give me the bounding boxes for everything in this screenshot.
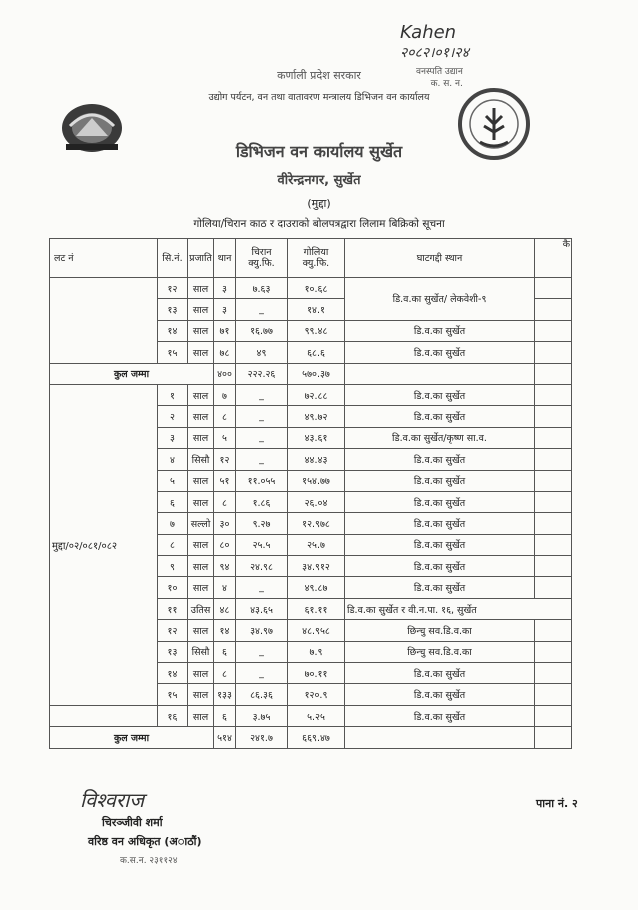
cell-remarks (535, 427, 572, 448)
cell-depot: डि.व.का सुर्खेत (345, 534, 535, 555)
cell-pieces: ३ (214, 299, 236, 320)
cell-species: साल (188, 556, 214, 577)
page-number: पाना नं. २ (536, 797, 578, 810)
col-header-remarks: कै (535, 239, 572, 278)
cell-sawn: २४.९८ (236, 556, 288, 577)
cell-remarks (535, 513, 572, 534)
cell-pieces: १३३ (214, 684, 236, 705)
cell-remarks (535, 727, 572, 748)
handwritten-initials: Kahen (400, 22, 457, 43)
header-line-4: वीरेन्द्रनगर, सुर्खेत (277, 173, 361, 188)
cell-species: सिसौ (188, 641, 214, 662)
cell-species: साल (188, 491, 214, 512)
cell-pieces: ९४ (214, 556, 236, 577)
cell-round: १२०.९ (288, 684, 345, 705)
cell-remarks (535, 705, 572, 726)
cell-sn: ३ (158, 427, 188, 448)
cell-sn: ४ (158, 449, 188, 470)
cell-species: साल (188, 577, 214, 598)
header-line-3: डिभिजन वन कार्यालय सुर्खेत (235, 142, 403, 161)
cell-remarks (535, 641, 572, 662)
cell-sn: १३ (158, 641, 188, 662)
cell-pieces: ६ (214, 705, 236, 726)
cell-depot: डि.व.का सुर्खेत (345, 384, 535, 405)
total-round: ६६९.४७ (288, 727, 345, 748)
cell-depot: डि.व.का सुर्खेत (345, 470, 535, 491)
cell-round: ५.२५ (288, 705, 345, 726)
cell-sn: १५ (158, 684, 188, 705)
stamp-line-1: वनस्पति उद्यान (416, 67, 463, 77)
cell-sawn: _ (236, 384, 288, 405)
cell-remarks (535, 384, 572, 405)
cell-depot: डि.व.का सुर्खेत (345, 320, 535, 341)
cell-remarks (535, 556, 572, 577)
table-row (50, 705, 572, 726)
cell-species: साल (188, 684, 214, 705)
cell-round: ४३.६१ (288, 427, 345, 448)
cell-pieces: ५१ (214, 470, 236, 491)
cell-remarks (535, 534, 572, 555)
cell-depot: डि.व.का सुर्खेत (345, 684, 535, 705)
cell-remarks (535, 342, 572, 363)
cell-sawn: ९.२७ (236, 513, 288, 534)
cell-round: ७०.११ (288, 663, 345, 684)
cell-round: ४९.८७ (288, 577, 345, 598)
signature-block (74, 786, 294, 881)
handwritten-date-note (400, 22, 469, 62)
col-header-depot: घाटगद्दी स्थान (345, 239, 535, 278)
cell-round: ४४.४३ (288, 449, 345, 470)
cell-round: २६.०४ (288, 491, 345, 512)
cell-round: १४.१ (288, 299, 345, 320)
signer-title: वरिष्ठ वन अधिकृत (अाठौं) (88, 835, 202, 848)
cell-species: साल (188, 534, 214, 555)
total-pieces: ४०० (214, 363, 236, 384)
handwritten-date: २०८२।०१।२४ (400, 45, 469, 61)
cell-remarks (535, 299, 572, 320)
cell-depot: छिन्चु सव.डि.व.का (345, 641, 535, 662)
cell-round: ९९.४८ (288, 320, 345, 341)
cell-depot: डि.व.का सुर्खेत/कृष्ण सा.व. (345, 427, 535, 448)
cell-sawn: ११.०५५ (236, 470, 288, 491)
cell-sawn: ७.६३ (236, 278, 288, 299)
cell-pieces: ८० (214, 534, 236, 555)
lot-cell (50, 705, 158, 726)
cell-sawn: _ (236, 641, 288, 662)
lot-table (49, 238, 572, 749)
cell-sawn: _ (236, 449, 288, 470)
cell-sawn: ४३.६५ (236, 598, 288, 619)
cell-sawn: ८६.३६ (236, 684, 288, 705)
cell-remarks (535, 491, 572, 512)
table-header-row (50, 239, 572, 278)
cell-species: साल (188, 342, 214, 363)
cell-sawn: _ (236, 663, 288, 684)
cell-sn: १० (158, 577, 188, 598)
cell-round: १५४.७७ (288, 470, 345, 491)
cell-depot: डि.व.का सुर्खेत (345, 556, 535, 577)
cell-pieces: ८ (214, 406, 236, 427)
cell-remarks (535, 449, 572, 470)
table-row (50, 278, 572, 299)
cell-depot: डि.व.का सुर्खेत (345, 705, 535, 726)
cell-remarks (535, 663, 572, 684)
cell-round: ४८.९५८ (288, 620, 345, 641)
total-label: कुल जम्मा (50, 727, 214, 748)
cell-remarks (535, 278, 572, 299)
cell-depot: छिन्चु सव.डि.व.का (345, 620, 535, 641)
header-line-1: कर्णाली प्रदेश सरकार (277, 69, 361, 82)
table-row (50, 384, 572, 405)
cell-species: साल (188, 470, 214, 491)
cell-remarks (535, 320, 572, 341)
cell-round: ६८.६ (288, 342, 345, 363)
cell-remarks (535, 620, 572, 641)
col-header-round: गोलिया क्यु.फि. (288, 239, 345, 278)
total-pieces: ५१४ (214, 727, 236, 748)
cell-pieces: ८ (214, 663, 236, 684)
col-header-lot: लट नं (50, 239, 158, 278)
notice-title: गोलिया/चिरान काठ र दाउराको बोलपत्रद्वारा लिलाम बिक्रिको सूचना (193, 218, 445, 230)
cell-sawn: २५.५ (236, 534, 288, 555)
cell-sawn: ४९ (236, 342, 288, 363)
cell-sn: ८ (158, 534, 188, 555)
cell-round: ४९.७२ (288, 406, 345, 427)
cell-sn: ११ (158, 598, 188, 619)
header-line-2: उद्योग पर्यटन, वन तथा वातावरण मन्त्रालय डिभिजन वन कार्यालय (208, 92, 430, 103)
cell-round: ७.९ (288, 641, 345, 662)
cell-sn: ६ (158, 491, 188, 512)
cell-pieces: १४ (214, 620, 236, 641)
cell-pieces: ५ (214, 427, 236, 448)
cell-depot (345, 363, 535, 384)
cell-remarks (535, 406, 572, 427)
signature-scrawl: विश्वराज (80, 788, 145, 812)
cell-species: साल (188, 406, 214, 427)
lot-number: मुद्दा/०२/०८१/०८२ (50, 384, 158, 705)
cell-pieces: १२ (214, 449, 236, 470)
col-header-pieces: थान (214, 239, 236, 278)
cell-remarks (535, 363, 572, 384)
cell-pieces: ८ (214, 491, 236, 512)
cell-round: ७२.८८ (288, 384, 345, 405)
cell-species: उतिस (188, 598, 214, 619)
cell-pieces: ४८ (214, 598, 236, 619)
signer-id: क.स.न. २३११२४ (120, 856, 178, 866)
cell-sn: १२ (158, 620, 188, 641)
cell-remarks (535, 470, 572, 491)
total-sawn: २२२.२६ (236, 363, 288, 384)
cell-depot: डि.व.का सुर्खेत (345, 577, 535, 598)
total-round: ५७०.३७ (288, 363, 345, 384)
cell-species: साल (188, 427, 214, 448)
cell-remarks (535, 577, 572, 598)
cell-depot: डि.व.का सुर्खेत (345, 513, 535, 534)
cell-sn: ७ (158, 513, 188, 534)
cell-sawn: १६.७७ (236, 320, 288, 341)
cell-species: सिसौ (188, 449, 214, 470)
cell-species: साल (188, 384, 214, 405)
cell-species: सल्लो (188, 513, 214, 534)
cell-pieces: ७८ (214, 342, 236, 363)
cell-pieces: ३० (214, 513, 236, 534)
cell-sn: १ (158, 384, 188, 405)
cell-round: ३४.९१२ (288, 556, 345, 577)
stamp-line-2: क. स. न. (430, 79, 463, 89)
cell-round: १२.९७८ (288, 513, 345, 534)
lot-cell (50, 278, 158, 364)
cell-sawn: _ (236, 427, 288, 448)
cell-depot: डि.व.का सुर्खेत र वी.न.पा. १६, सुर्खेत (345, 598, 572, 619)
cell-pieces: ४ (214, 577, 236, 598)
cell-sn: १४ (158, 663, 188, 684)
cell-sawn: १.८६ (236, 491, 288, 512)
cell-species: साल (188, 663, 214, 684)
header-line-5: (मुद्दा) (307, 197, 331, 210)
cell-depot: डि.व.का सुर्खेत (345, 491, 535, 512)
cell-pieces: ७१ (214, 320, 236, 341)
cell-depot: डि.व.का सुर्खेत/ लेकवेशी-९ (345, 278, 535, 321)
cell-species: साल (188, 705, 214, 726)
cell-sn: १४ (158, 320, 188, 341)
cell-depot: डि.व.का सुर्खेत (345, 342, 535, 363)
cell-sn: ९ (158, 556, 188, 577)
cell-depot: डि.व.का सुर्खेत (345, 406, 535, 427)
cell-pieces: ७ (214, 384, 236, 405)
cell-species: साल (188, 620, 214, 641)
cell-sn: १५ (158, 342, 188, 363)
col-header-sawn: चिरान क्यु.फि. (236, 239, 288, 278)
cell-sn: १३ (158, 299, 188, 320)
cell-depot: डि.व.का सुर्खेत (345, 663, 535, 684)
cell-sn: १२ (158, 278, 188, 299)
cell-remarks (535, 684, 572, 705)
cell-sawn: _ (236, 577, 288, 598)
cell-pieces: ६ (214, 641, 236, 662)
cell-round: ६१.११ (288, 598, 345, 619)
cell-sawn: _ (236, 299, 288, 320)
cell-sawn: ३.७५ (236, 705, 288, 726)
col-header-species: प्रजाति (188, 239, 214, 278)
cell-round: १०.६८ (288, 278, 345, 299)
cell-sawn: _ (236, 406, 288, 427)
cell-species: साल (188, 299, 214, 320)
total-label: कुल जम्मा (50, 363, 214, 384)
cell-sn: १६ (158, 705, 188, 726)
total-row (50, 727, 572, 748)
cell-pieces: ३ (214, 278, 236, 299)
cell-species: साल (188, 320, 214, 341)
total-sawn: २४१.७ (236, 727, 288, 748)
total-row (50, 363, 572, 384)
col-header-sn: सि.नं. (158, 239, 188, 278)
cell-depot (345, 727, 535, 748)
signer-name: चिरञ्जीवी शर्मा (102, 816, 163, 829)
cell-round: २५.७ (288, 534, 345, 555)
cell-species: साल (188, 278, 214, 299)
cell-depot: डि.व.का सुर्खेत (345, 449, 535, 470)
cell-sn: ५ (158, 470, 188, 491)
cell-sn: २ (158, 406, 188, 427)
cell-sawn: ३४.९७ (236, 620, 288, 641)
